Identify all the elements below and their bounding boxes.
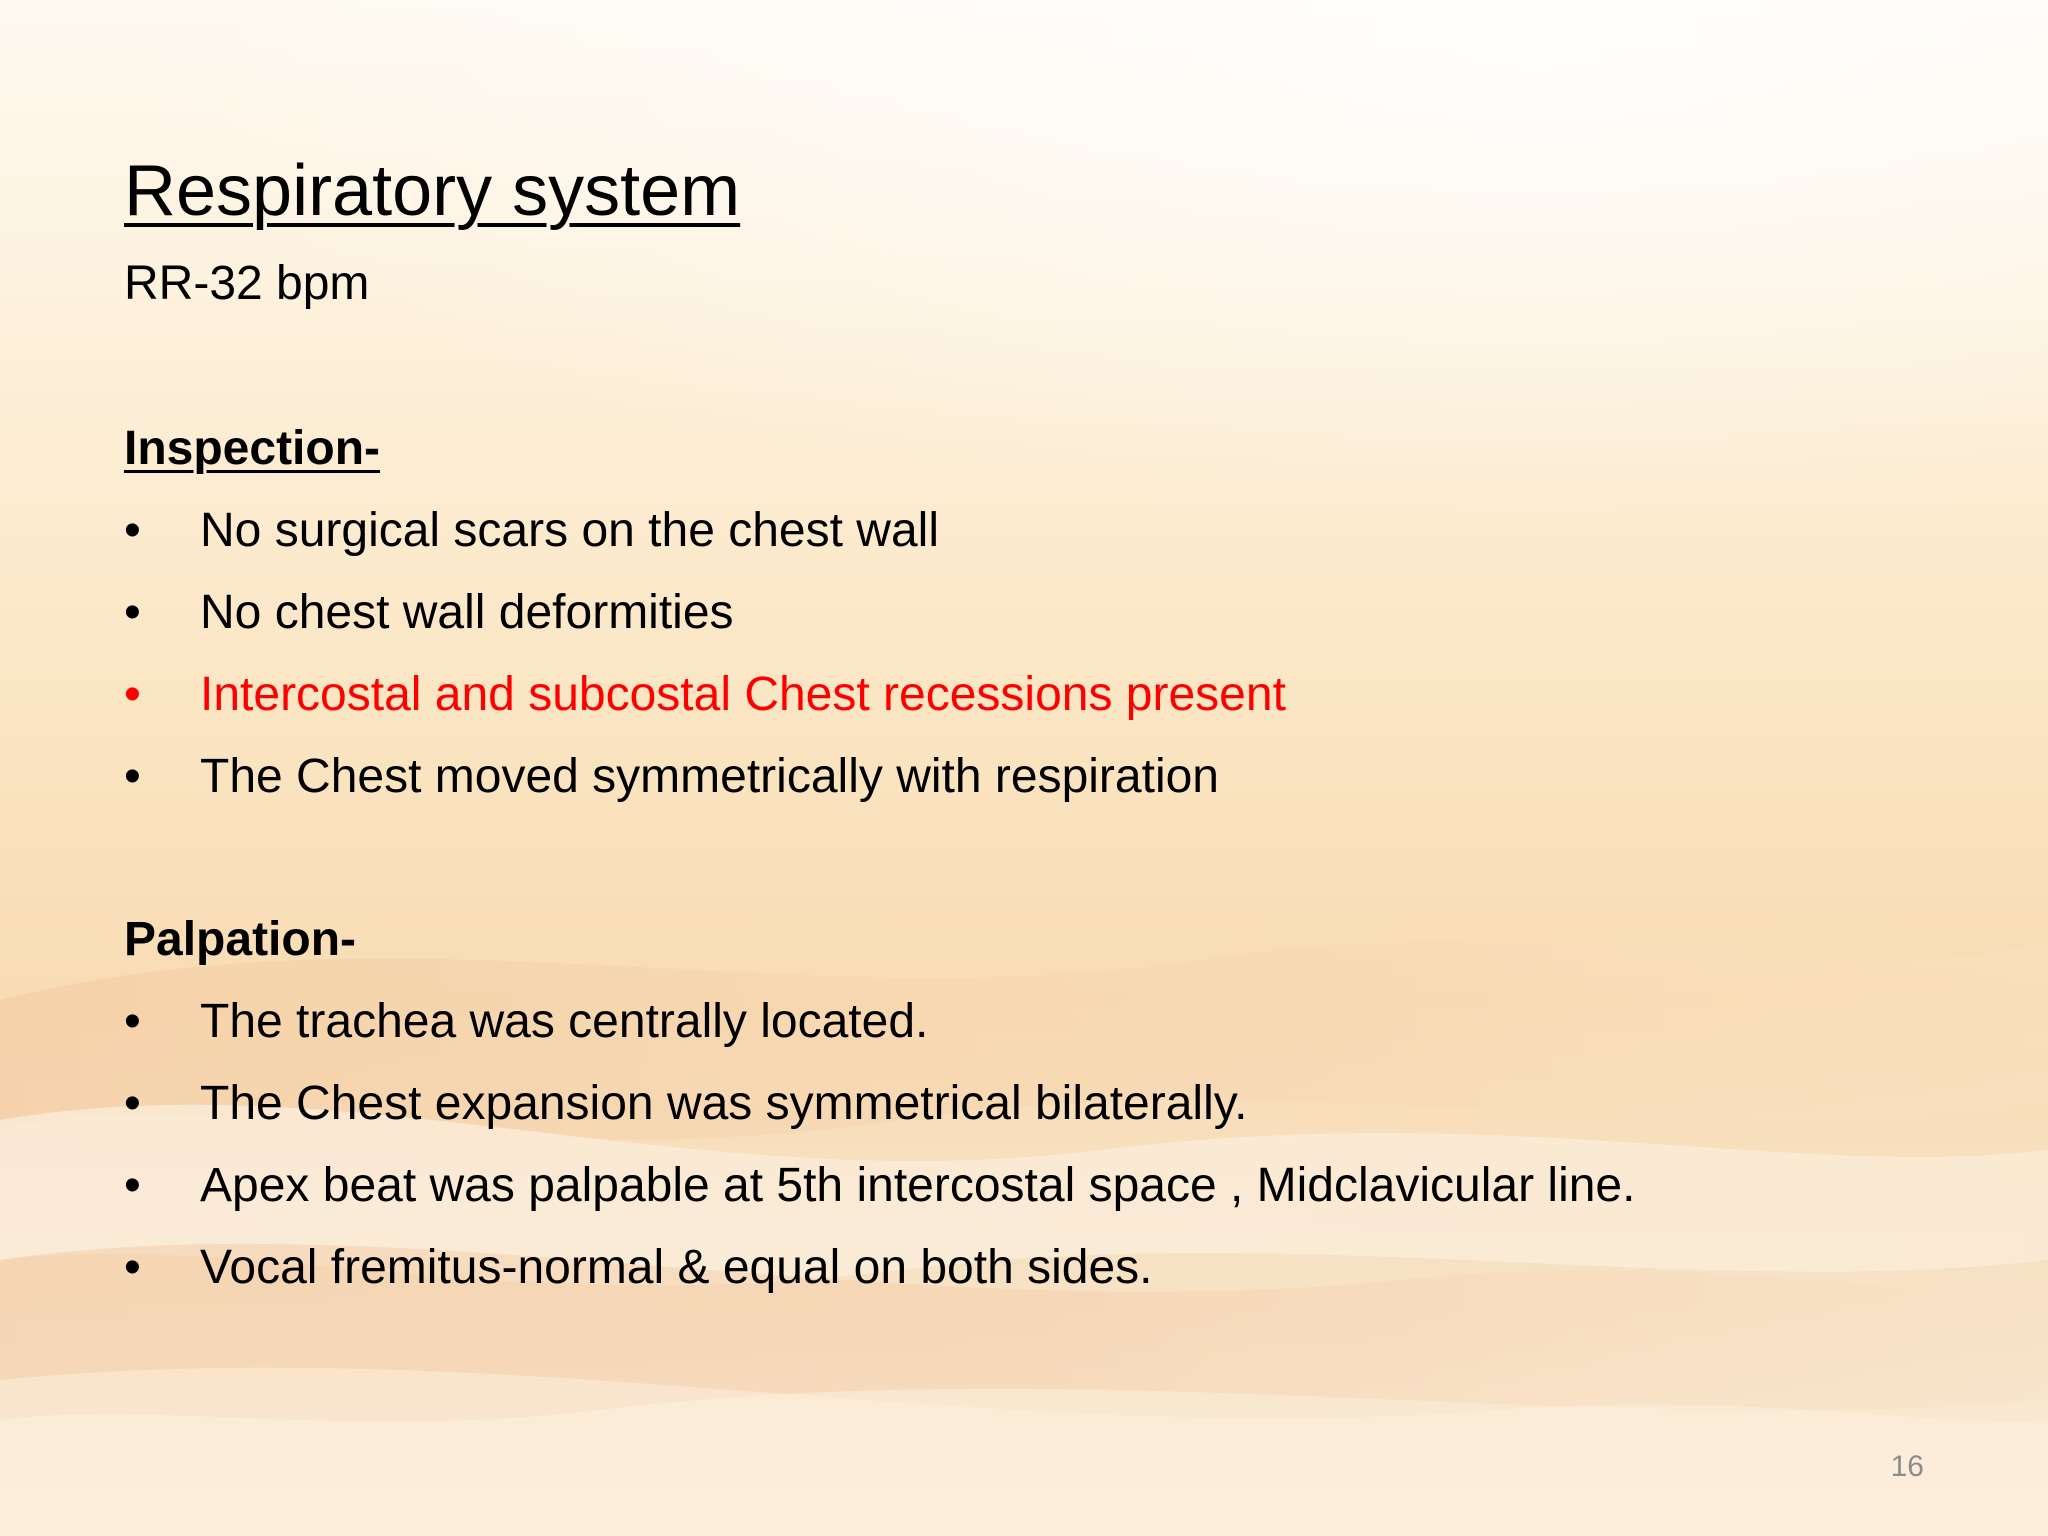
list-item-text: The Chest expansion was symmetrical bilaterally. <box>200 1077 1248 1130</box>
list-item-text: Vocal fremitus-normal & equal on both sides. <box>200 1241 1153 1294</box>
bullet-icon: • <box>124 668 141 721</box>
list-item-text: Intercostal and subcostal Chest recessions present <box>200 668 1286 721</box>
inspection-heading: Inspection- <box>124 422 381 475</box>
bullet-icon: • <box>124 1077 141 1130</box>
list-item-text: The trachea was centrally located. <box>200 995 929 1048</box>
list-item-text: No chest wall deformities <box>200 586 734 639</box>
palpation-heading: Palpation- <box>124 913 357 966</box>
bullet-icon: • <box>124 586 141 639</box>
list-item-text: The Chest moved symmetrically with respiration <box>200 750 1219 803</box>
slide-title: Respiratory system <box>124 151 741 231</box>
page-number: 16 <box>1890 1450 1924 1483</box>
bullet-icon: • <box>124 504 141 557</box>
bullet-icon: • <box>124 1241 141 1294</box>
bullet-icon: • <box>124 1159 141 1212</box>
bullet-icon: • <box>124 750 141 803</box>
list-item-text: No surgical scars on the chest wall <box>200 504 939 557</box>
list-item-text: Apex beat was palpable at 5th intercostal space , Midclavicular line. <box>200 1159 1636 1212</box>
respiratory-rate: RR-32 bpm <box>124 257 370 310</box>
bullet-icon: • <box>124 995 141 1048</box>
